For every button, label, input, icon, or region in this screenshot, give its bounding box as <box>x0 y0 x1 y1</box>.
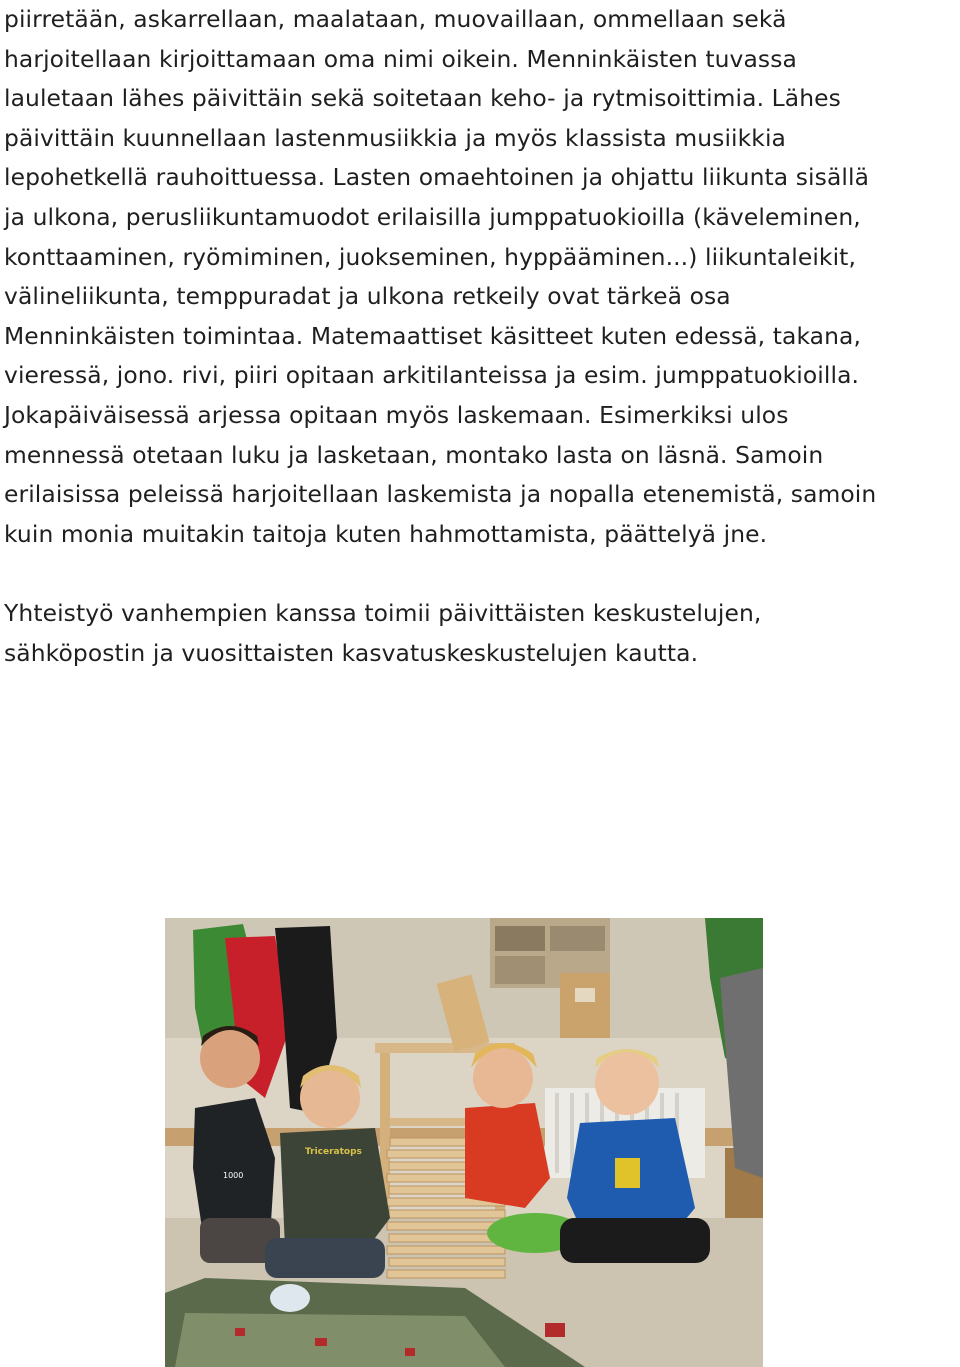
paragraph-cooperation <box>4 594 960 673</box>
text-line: ja ulkona, perusliikuntamuodot erilaisilla jumppatuokioilla (käveleminen, <box>4 202 861 231</box>
text-line: kuin monia muitakin taitoja kuten hahmottamista, päättelyä jne. <box>4 519 768 548</box>
shirt-print: Triceratops <box>305 1147 362 1157</box>
document-body <box>4 0 960 673</box>
photo-illustration <box>165 918 763 1367</box>
text-line: Jokapäiväisessä arjessa opitaan myös laskemaan. Esimerkiksi ulos <box>4 400 789 429</box>
text-line: sähköpostin ja vuosittaisten kasvatuskeskustelujen kautta. <box>4 638 699 667</box>
text-line: harjoitellaan kirjoittamaan oma nimi oikein. Menninkäisten tuvassa <box>4 44 797 73</box>
text-line: lepohetkellä rauhoittuessa. Lasten omaehtoinen ja ohjattu liikunta sisällä <box>4 163 870 192</box>
text-line: Yhteistyö vanhempien kanssa toimii päivittäisten keskustelujen, <box>4 598 762 627</box>
paragraph-activities <box>4 0 960 554</box>
text-line: päivittäin kuunnellaan lastenmusiikkia ja myös klassista musiikkia <box>4 123 786 152</box>
text-line: Menninkäisten toimintaa. Matemaattiset käsitteet kuten edessä, takana, <box>4 321 861 350</box>
children-building-blocks-photo <box>165 918 763 1367</box>
text-line: mennessä otetaan luku ja lasketaan, montako lasta on läsnä. Samoin <box>4 440 824 469</box>
text-line: välineliikunta, temppuradat ja ulkona retkeily ovat tärkeä osa <box>4 282 731 311</box>
text-line: lauletaan lähes päivittäin sekä soitetaan keho- ja rytmisoittimia. Lähes <box>4 84 841 113</box>
paragraph-spacer <box>4 554 960 594</box>
text-line: konttaaminen, ryömiminen, juokseminen, hyppääminen...) liikuntaleikit, <box>4 242 856 271</box>
text-line: erilaisissa peleissä harjoitellaan laskemista ja nopalla etenemistä, samoin <box>4 480 877 509</box>
shirt-print: 1000 <box>223 1171 244 1180</box>
text-line: vieressä, jono. rivi, piiri opitaan arkitilanteissa ja esim. jumppatuokioilla. <box>4 361 860 390</box>
text-line: piirretään, askarrellaan, maalataan, muovaillaan, ommellaan sekä <box>4 5 787 33</box>
